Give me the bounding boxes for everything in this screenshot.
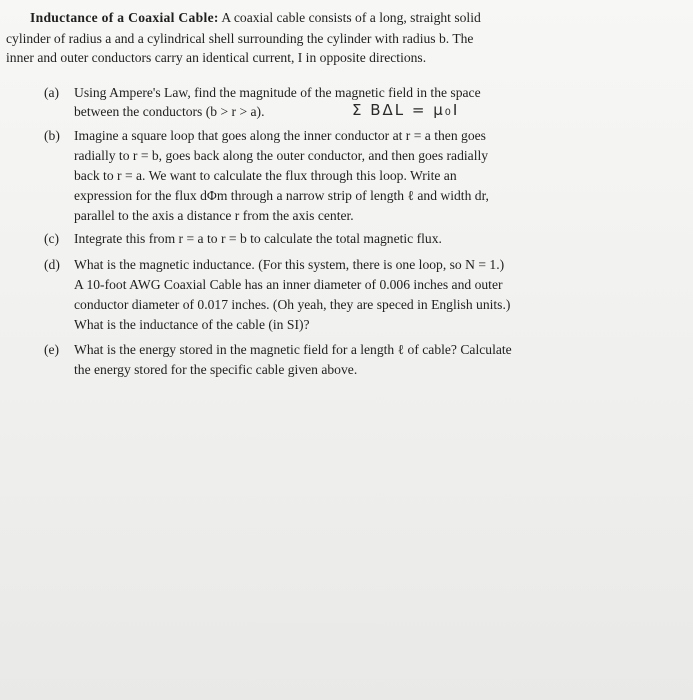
part-a-label: (a): [44, 85, 60, 100]
document-title: Inductance of a Coaxial Cable:: [30, 10, 219, 25]
intro-line-3: inner and outer conductors carry an identical current, I in opposite directions.: [6, 50, 427, 65]
part-d-line-1: What is the magnetic inductance. (For this system, there is one loop, so N = 1.): [74, 257, 505, 272]
part-c-line-1: Integrate this from r = a to r = b to calculate the total magnetic flux.: [74, 231, 442, 246]
part-b-line-5: parallel to the axis a distance r from the axis center.: [74, 208, 354, 223]
handwritten-amperes-law: Σ BΔL = μ₀I: [352, 101, 460, 119]
part-d-label: (d): [44, 257, 60, 272]
part-b-line-2: radially to r = b, goes back along the outer conductor, and then goes radially: [74, 148, 489, 163]
part-d-line-3: conductor diameter of 0.017 inches. (Oh yeah, they are speced in English units.): [74, 297, 511, 312]
part-e-line-2: the energy stored for the specific cable given above.: [74, 362, 358, 377]
part-a-line-1: Using Ampere's Law, find the magnitude of the magnetic field in the space: [74, 85, 481, 100]
intro-line-2: cylinder of radius a and a cylindrical shell surrounding the cylinder with radius b. The: [6, 31, 474, 46]
part-d-line-4: What is the inductance of the cable (in SI)?: [74, 317, 310, 332]
intro-line-1-rest: A coaxial cable consists of a long, straight solid: [221, 10, 481, 25]
part-b-label: (b): [44, 128, 60, 143]
part-b-line-3: back to r = a. We want to calculate the flux through this loop. Write an: [74, 168, 457, 183]
part-e-label: (e): [44, 342, 60, 357]
part-d-line-2: A 10-foot AWG Coaxial Cable has an inner diameter of 0.006 inches and outer: [74, 277, 503, 292]
part-e-line-1: What is the energy stored in the magnetic field for a length ℓ of cable? Calculate: [74, 342, 512, 357]
part-b-line-4: expression for the flux dΦm through a narrow strip of length ℓ and width dr,: [74, 188, 489, 203]
part-b-line-1: Imagine a square loop that goes along the inner conductor at r = a then goes: [74, 128, 486, 143]
intro-line-1: [30, 9, 481, 27]
part-c-label: (c): [44, 231, 60, 246]
part-a-line-2: between the conductors (b > r > a).: [74, 104, 265, 119]
